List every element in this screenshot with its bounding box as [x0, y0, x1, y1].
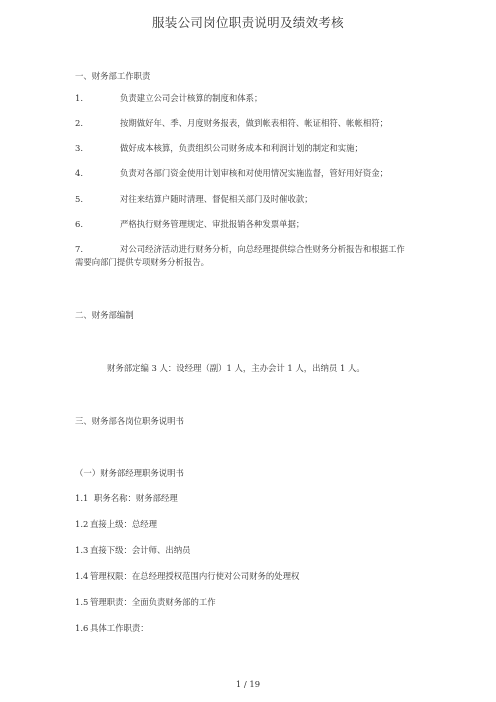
list-item: [75, 218, 304, 230]
item-number: 2.: [75, 118, 83, 128]
list-item: [75, 570, 299, 582]
item-text: 管理权限：在总经理授权范围内行使对公司财务的处理权: [90, 571, 300, 581]
list-item: [75, 492, 178, 504]
item-text: 做好成本核算，负责组织公司财务成本和利润计划的制定和实施；: [120, 143, 363, 153]
list-item: [75, 142, 363, 154]
item-number: 1.4: [75, 571, 89, 581]
document-title: 服装公司岗位职责说明及绩效考核: [151, 15, 344, 30]
list-item: [75, 92, 262, 104]
section-heading-job-descriptions: 三、财务部各岗位职务说明书: [75, 416, 184, 426]
item-number: 3.: [75, 143, 83, 153]
item-text: 按期做好年、季、月度财务报表，做到帐表相符、帐证相符、帐帐相符；: [120, 118, 388, 128]
item-number: 7.: [75, 244, 83, 254]
list-item: [75, 167, 388, 179]
item-text: 负责建立公司会计核算的制度和体系；: [120, 93, 263, 103]
list-item-continuation: 需要向部门提供专项财务分析报告。: [75, 257, 209, 267]
list-item: [75, 596, 216, 608]
item-text: 对公司经济活动进行财务分析，向总经理提供综合性财务分析报告和根据工作: [120, 244, 405, 254]
page-number: 1 / 19: [235, 679, 261, 689]
list-item: [75, 117, 388, 129]
item-text: 对往来结算户随时清理、督促相关部门及时催收款；: [120, 194, 313, 204]
section-heading-duties: 一、财务部工作职责: [75, 71, 151, 81]
item-number: 1.: [75, 93, 83, 103]
sub-heading-manager: （一）财务部经理职务说明书: [75, 468, 184, 478]
item-text: 严格执行财务管理规定、审批报销各种发票单据；: [120, 219, 305, 229]
item-number: 1.6: [75, 623, 89, 633]
section-heading-staffing: 二、财务部编制: [75, 310, 134, 320]
list-item: [75, 544, 191, 556]
list-item: [75, 193, 313, 205]
item-number: 1.2: [75, 519, 89, 529]
list-item: [75, 518, 157, 530]
item-number: 5.: [75, 194, 83, 204]
item-text: 管理职责：全面负责财务部的工作: [90, 597, 216, 607]
item-text: 直接上级：总经理: [90, 519, 157, 529]
item-number: 6.: [75, 219, 83, 229]
list-item: [75, 243, 405, 255]
item-text: 具体工作职责：: [90, 623, 149, 633]
list-item: [75, 622, 149, 634]
item-number: 4.: [75, 168, 83, 178]
item-text: 职务名称：财务部经理: [94, 493, 178, 503]
item-number: 1.1: [75, 493, 89, 503]
item-number: 1.5: [75, 597, 89, 607]
item-text: 负责对各部门资金使用计划审核和对使用情况实施监督，管好用好资金；: [120, 168, 388, 178]
item-text: 直接下级：会计师、出纳员: [90, 545, 191, 555]
item-number: 1.3: [75, 545, 89, 555]
staffing-text: 财务部定编 3 人：设经理（副）1 人，主办会计 1 人，出纳员 1 人。: [107, 363, 365, 373]
